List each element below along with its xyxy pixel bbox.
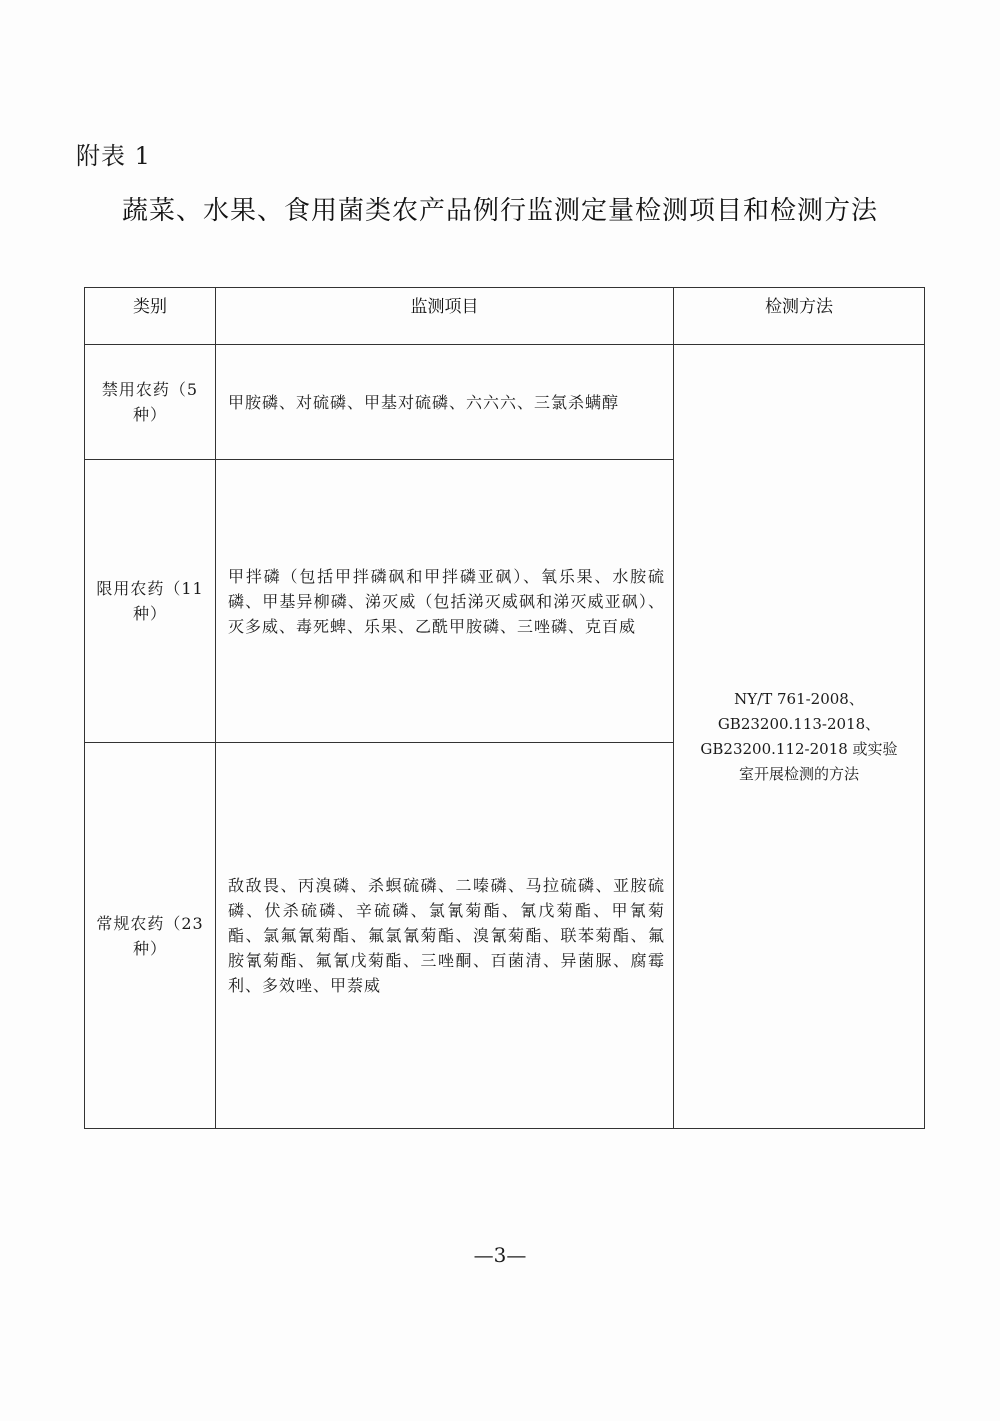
category-cell: 常规农药（23种） (85, 743, 216, 1129)
column-header-method: 检测方法 (674, 288, 925, 345)
page-number: —3— (473, 1243, 527, 1267)
method-cell (674, 345, 925, 1129)
method-line: NY/T 761-2008、 (734, 689, 864, 708)
document-title: 蔬菜、水果、食用菌类农产品例行监测定量检测项目和检测方法 (121, 196, 878, 226)
category-cell: 限用农药（11种） (85, 460, 216, 743)
monitoring-table (84, 287, 924, 1123)
column-header-items: 监测项目 (216, 288, 674, 345)
attachment-label: 附表 1 (76, 142, 151, 170)
method-line: 室开展检测的方法 (738, 764, 859, 783)
method-line: GB23200.112-2018 或实验 (700, 739, 898, 758)
table-row (85, 345, 925, 460)
items-cell: 甲胺磷、对硫磷、甲基对硫磷、六六六、三氯杀螨醇 (216, 345, 674, 460)
category-cell: 禁用农药（5种） (85, 345, 216, 460)
table-header-row (85, 288, 925, 345)
items-cell: 甲拌磷（包括甲拌磷砜和甲拌磷亚砜）、氧乐果、水胺硫磷、甲基异柳磷、涕灭威（包括涕灭威砜和涕灭威亚砜）、灭多威、毒死蜱、乐果、乙酰甲胺磷、三唑磷、克百威 (216, 460, 674, 743)
items-cell: 敌敌畏、丙溴磷、杀螟硫磷、二嗪磷、马拉硫磷、亚胺硫磷、伏杀硫磷、辛硫磷、氯氰菊酯、氰戊菊酯、甲氰菊酯、氯氟氰菊酯、氟氯氰菊酯、溴氰菊酯、联苯菊酯、氟胺氰菊酯、氟氰戊菊酯、三唑酮、百菌清、异菌脲、腐霉利、多效唑、甲萘威 (216, 743, 674, 1129)
method-line: GB23200.113-2018、 (717, 714, 881, 733)
column-header-category: 类别 (85, 288, 216, 345)
